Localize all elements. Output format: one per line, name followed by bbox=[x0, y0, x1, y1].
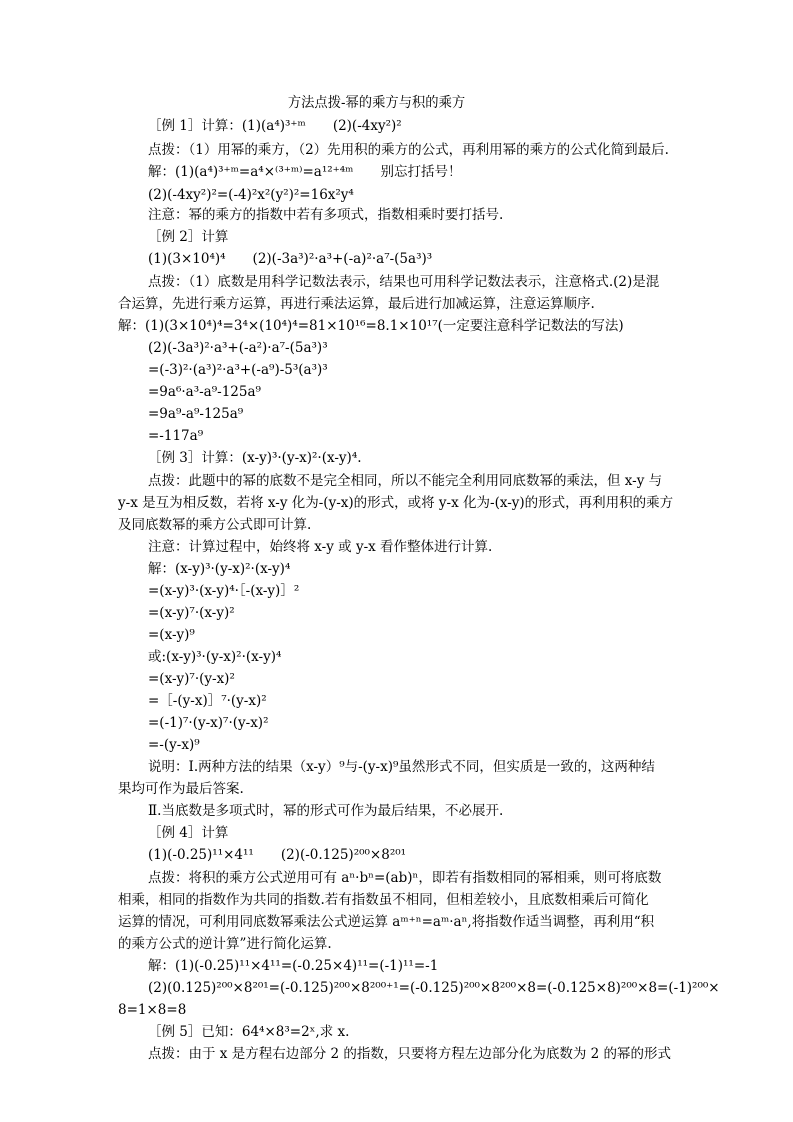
text-line: 合运算，先进行乘方运算，再进行乘法运算，最后进行加减运算，注意运算顺序. bbox=[118, 296, 595, 312]
text-line: 点拨：将积的乘方公式逆用可有 aⁿ·bⁿ=(ab)ⁿ，即若有指数相同的幂相乘，则可将底数 bbox=[148, 870, 662, 886]
text-line: =-117a⁹ bbox=[148, 428, 204, 444]
text-line: 解：(1)(a⁴)³⁺ᵐ=a⁴×⁽³⁺ᵐ⁾=a¹²⁺⁴ᵐ 别忘打括号！ bbox=[148, 164, 462, 180]
text-line: =(x-y)⁷·(y-x)² bbox=[148, 671, 235, 687]
text-line: 相乘，相同的指数作为共同的指数.若有指数虽不相同，但相差较小，且底数相乘后可简化 bbox=[118, 892, 649, 908]
text-line: =［-(y-x)］⁷·(y-x)² bbox=[148, 693, 267, 709]
text-line: =(-1)⁷·(y-x)⁷·(y-x)² bbox=[148, 715, 269, 731]
text-line: Ⅱ.当底数是多项式时，幂的形式可作为最后结果，不必展开. bbox=[148, 803, 504, 819]
text-line: =(x-y)⁹ bbox=[148, 627, 195, 643]
text-line: 及同底数幂的乘方公式即可计算. bbox=[118, 517, 312, 533]
text-line: 点拨：此题中的幂的底数不是完全相同，所以不能完全利用同底数幂的乘法，但 x-y 与 bbox=[148, 473, 663, 489]
text-line: (2)(-3a³)²·a³+(-a²)·a⁷-(5a³)³ bbox=[148, 340, 328, 356]
text-line: =-(y-x)⁹ bbox=[148, 737, 200, 753]
text-line: (1)(-0.25)¹¹×4¹¹ (2)(-0.125)²⁰⁰×8²⁰¹ bbox=[148, 847, 407, 863]
text-line: =(x-y)³·(x-y)⁴·［-(x-y)］² bbox=[148, 583, 300, 599]
text-line: =(-3)²·(a³)²·a³+(-a⁹)-5³(a³)³ bbox=[148, 362, 328, 378]
text-line: 解：(1)(3×10⁴)⁴=3⁴×(10⁴)⁴=81×10¹⁶=8.1×10¹⁷(一定要注意科学记数法的写法) bbox=[118, 318, 624, 334]
text-line: 运算的情况，可利用同底数幂乘法公式逆运算 aᵐ⁺ⁿ=aᵐ·aⁿ,将指数作适当调整，再利用“积 bbox=[118, 914, 655, 930]
text-line: 解：(x-y)³·(y-x)²·(x-y)⁴ bbox=[148, 561, 291, 577]
text-line: =9a⁹-a⁹-125a⁹ bbox=[148, 406, 244, 422]
text-line: =(x-y)⁷·(x-y)² bbox=[148, 605, 235, 621]
text-line: 点拨：由于 x 是方程右边部分 2 的指数，只要将方程左边部分化为底数为 2 的幂的形式 bbox=[148, 1046, 672, 1062]
text-line: ［例 3］计算：(x-y)³·(y-x)²·(x-y)⁴. bbox=[148, 450, 362, 466]
text-line: 点拨：（1）用幂的乘方，（2）先用积的乘方的公式，再利用幂的乘方的公式化简到最后. bbox=[148, 142, 669, 158]
text-line: y-x 是互为相反数，若将 x-y 化为-(y-x)的形式，或将 y-x 化为-(x-y)的形式，再利用积的乘方 bbox=[118, 495, 674, 511]
text-line: 注意：计算过程中，始终将 x-y 或 y-x 看作整体进行计算. bbox=[148, 539, 493, 555]
text-line: ［例 5］已知：64⁴×8³=2ˣ,求 x. bbox=[148, 1024, 350, 1040]
text-line: 注意：幂的乘方的指数中若有多项式，指数相乘时要打括号. bbox=[148, 207, 504, 223]
text-line: (2)(-4xy²)²=(-4)²x²(y²)²=16x²y⁴ bbox=[148, 187, 354, 203]
text-line: 的乘方公式的逆计算”进行简化运算. bbox=[118, 936, 332, 952]
text-line: ［例 1］计算：(1)(a⁴)³⁺ᵐ (2)(-4xy²)² bbox=[148, 118, 402, 134]
text-line: (1)(3×10⁴)⁴ (2)(-3a³)²·a³+(-a)²·a⁷-(5a³)³ bbox=[148, 251, 433, 267]
text-line: ［例 2］计算 bbox=[148, 229, 229, 245]
page-title: 方法点拨-幂的乘方与积的乘方 bbox=[287, 95, 466, 111]
text-line: 解：(1)(-0.25)¹¹×4¹¹=(-0.25×4)¹¹=(-1)¹¹=-1 bbox=[148, 958, 439, 974]
text-line: 点拨：（1）底数是用科学记数法表示，结果也可用科学记数法表示，注意格式.(2)是混 bbox=[148, 274, 660, 290]
text-line: ［例 4］计算 bbox=[148, 825, 229, 841]
text-line: 果均可作为最后答案. bbox=[118, 781, 244, 797]
text-line: 8=1×8=8 bbox=[118, 1002, 187, 1018]
text-line: 说明：Ⅰ.两种方法的结果（x-y）⁹与-(y-x)⁹虽然形式不同，但实质是一致的，这两种结 bbox=[148, 759, 655, 775]
text-line: (2)(0.125)²⁰⁰×8²⁰¹=(-0.125)²⁰⁰×8²⁰⁰⁺¹=(-0.125)²⁰⁰×8²⁰⁰×8=(-0.125×8)²⁰⁰×8=(-1)²⁰⁰× bbox=[148, 980, 720, 996]
text-line: 或:(x-y)³·(y-x)²·(x-y)⁴ bbox=[148, 649, 282, 665]
text-line: =9a⁶·a³-a⁹-125a⁹ bbox=[148, 384, 261, 400]
